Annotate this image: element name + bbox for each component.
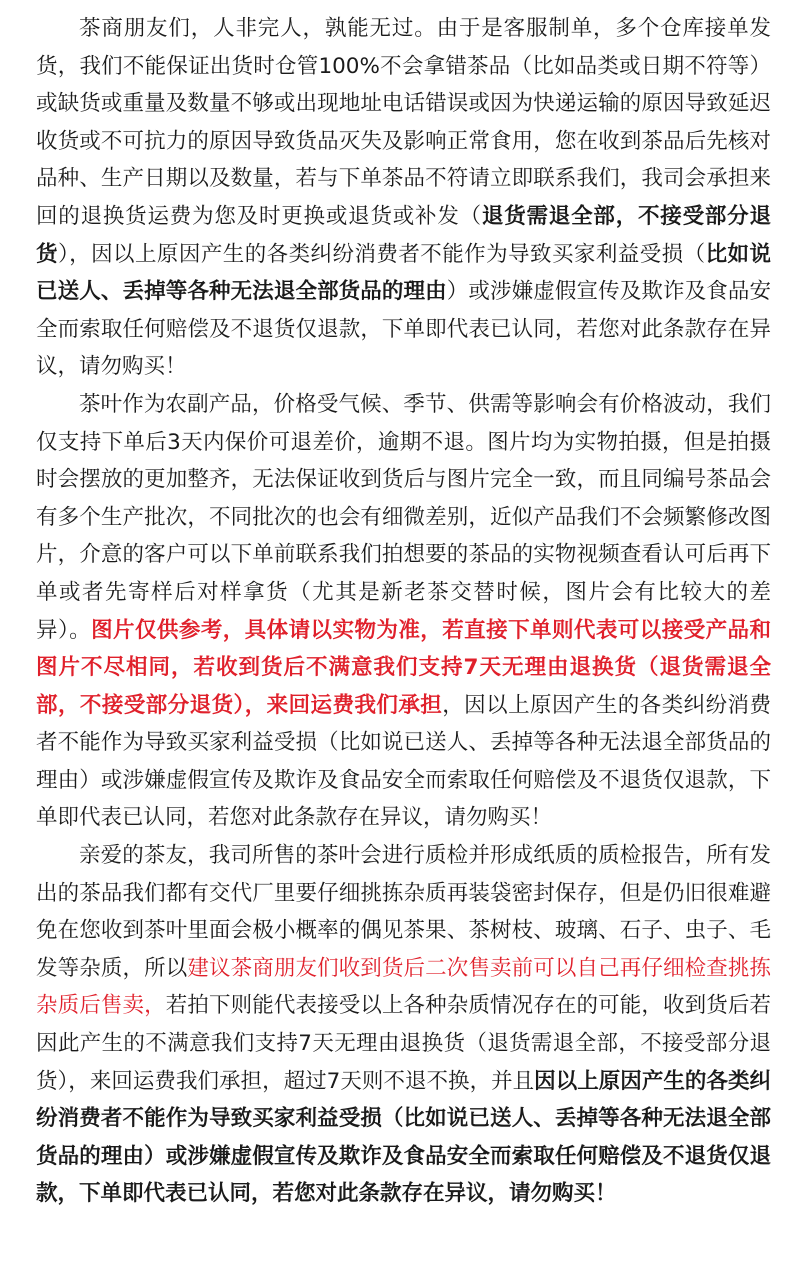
paragraph-3-text: 亲爱的茶友，我司所售的茶叶会进行质检并形成纸质的质检报告，所有发出的茶品我们都有交代厂里要仔细挑拣杂质再装袋密封保存，但是仍旧很难避免在您收到茶叶里面会极小概率的偶见茶果、茶树枝、玻璃、石子、虫子、毛发等杂质，所以 <box>36 843 771 981</box>
paragraph-2-text: 茶叶作为农副产品，价格受气候、季节、供需等影响会有价格波动，我们仅支持下单后3天内保价可退差价，逾期不退。图片均为实物拍摄，但是拍摄时会摆放的更加整齐，无法保证收到货后与图片完全一致，而且同编号茶品会有多个生产批次，不同批次的也会有细微差别，近似产品我们不会频繁修改图片，介意的客户可以下单前联系我们拍想要的茶品的实物视频查看认可后再下单或者先寄样后对样拿货（尤其是新老茶交替时候，图片会有比较大的差异）。 <box>36 391 771 643</box>
paragraph-price-and-images <box>36 386 771 837</box>
paragraph-3-red-inspection-advice: 建议茶商朋友们收到货后二次售卖前可以自己再仔细检查挑拣杂质后售卖， <box>36 955 771 1019</box>
paragraph-1-text: ），因以上原因产生的各类纠纷消费者不能作为导致买家利益受损（ <box>57 241 706 267</box>
terms-document <box>36 10 771 1213</box>
paragraph-order-errors <box>36 10 771 386</box>
paragraph-impurities <box>36 837 771 1213</box>
paragraph-3-text: 若拍下则能代表接受以上各种杂质情况存在的可能，收到货后若因此产生的不满意我们支持7天无理由退换货（退货需退全部，不接受部分退货），来回运费我们承担，超过7天则不退不换，并且 <box>36 993 771 1094</box>
paragraph-1-bold-return-policy: 退货需退全部，不接受部分退货 <box>36 203 771 267</box>
paragraph-2-text: ，因以上原因产生的各类纠纷消费者不能作为导致买家利益受损（比如说已送人、丢掉等各种无法退全部货品的理由）或涉嫌虚假宣传及欺诈及食品安全而索取任何赔偿及不退货仅退款，下单即代表已认同，若您对此条款存在异议，请勿购买！ <box>36 692 771 831</box>
paragraph-1-text: 茶商朋友们，人非完人，孰能无过。由于是客服制单，多个仓库接单发货，我们不能保证出货时仓管100%不会拿错茶品（比如品类或日期不符等）或缺货或重量及数量不够或出现地址电话错误或因为快递运输的原因导致延迟收货或不可抗力的原因导致货品灭失及影响正常食用，您在收到茶品后先核对品种、生产日期以及数量，若与下单茶品不符请立即联系我们，我司会承担来回的退换货运费为您及时更换或退货或补发（ <box>36 16 771 229</box>
paragraph-1-text: ）或涉嫌虚假宣传及欺诈及食品安全而索取任何赔偿及不退货仅退款，下单即代表已认同，若您对此条款存在异议，请勿购买！ <box>36 279 771 380</box>
paragraph-2-red-image-notice: 图片仅供参考，具体请以实物为准，若直接下单则代表可以接受产品和图片不尽相同，若收到货后不满意我们支持7天无理由退换货（退货需退全部，不接受部分退货），来回运费我们承担 <box>36 617 771 718</box>
paragraph-3-bold-disclaimer: 因以上原因产生的各类纠纷消费者不能作为导致买家利益受损（比如说已送人、丢掉等各种无法退全部货品的理由）或涉嫌虚假宣传及欺诈及食品安全而索取任何赔偿及不退货仅退款，下单即代表已认同，若您对此条款存在异议，请勿购买！ <box>36 1068 771 1207</box>
paragraph-1-bold-reasons: 比如说已送人、丢掉等各种无法退全部货品的理由 <box>36 241 771 305</box>
